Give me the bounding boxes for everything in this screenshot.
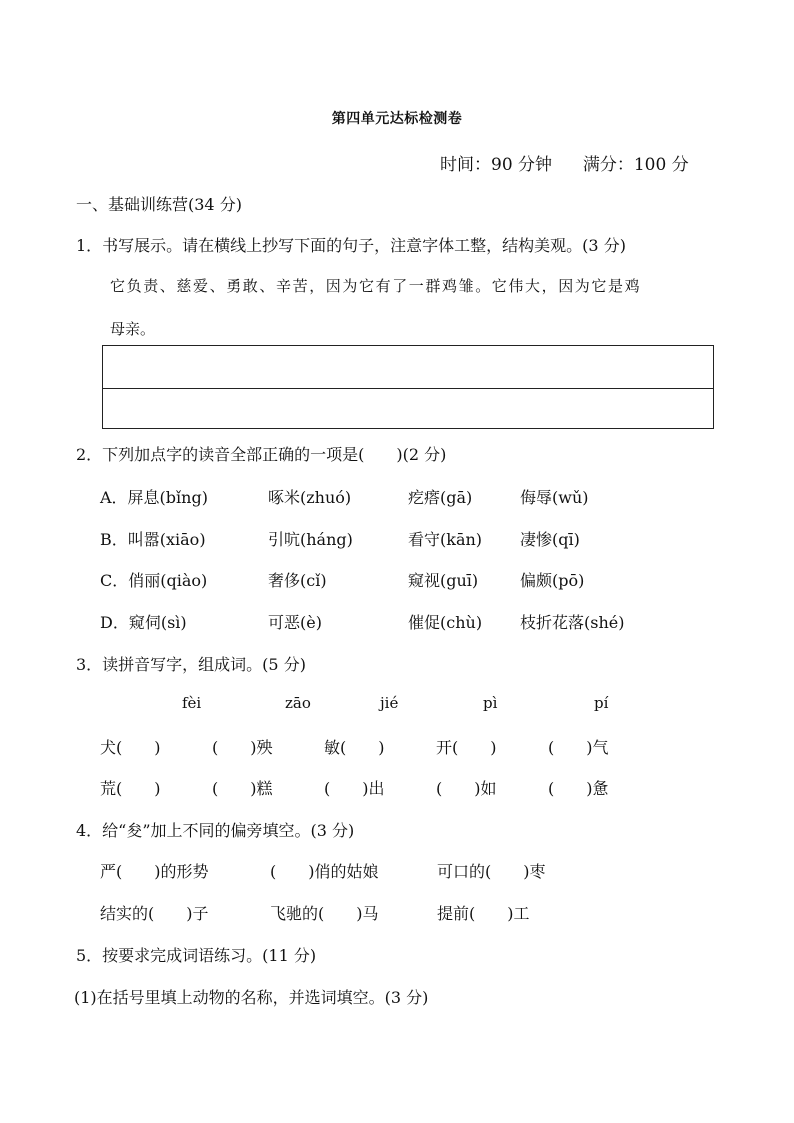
q3-pinyin-2: zāo	[285, 694, 311, 712]
q2-option-c-word4: 偏颇(pō)	[520, 571, 585, 590]
q2-option-c-word2: 奢侈(cǐ)	[268, 571, 327, 590]
q2-option-d-word4: 枝折花落(shé)	[520, 613, 625, 632]
q2-option-a-word1[interactable]: A．屏息(bǐng)	[100, 488, 208, 507]
q3-blank-r1-5[interactable]: ( )气	[548, 738, 609, 757]
q3-blank-r2-2[interactable]: ( )糕	[212, 779, 273, 798]
q1-writing-rule	[103, 388, 713, 389]
q3-pinyin-1: fèi	[182, 694, 202, 712]
q1-writing-box[interactable]	[102, 345, 714, 429]
q2-option-b-word1[interactable]: B．叫嚣(xiāo)	[100, 530, 206, 549]
q3-blank-r1-2[interactable]: ( )殃	[212, 738, 273, 757]
q2-option-a-word3: 疙瘩(gā)	[408, 488, 473, 507]
q3-blank-r2-4[interactable]: ( )如	[436, 779, 497, 798]
q4-blank-r1-1[interactable]: 严( )的形势	[100, 862, 209, 881]
full-score: 满分：100 分	[582, 155, 689, 175]
q1-sentence-line1: 它负责、慈爱、勇敢、辛苦，因为它有了一群鸡雏。它伟大，因为它是鸡	[110, 277, 642, 295]
q4-blank-r2-1[interactable]: 结实的( )子	[100, 904, 209, 923]
q3-blank-r2-1[interactable]: 荒( )	[100, 779, 161, 798]
exam-meta	[440, 150, 689, 175]
q4-prompt: 4．给“夋”加上不同的偏旁填空。(3 分)	[76, 821, 355, 840]
section-heading: 一、基础训练营(34 分)	[76, 195, 242, 214]
q3-pinyin-5: pí	[594, 694, 609, 712]
q3-blank-r2-3[interactable]: ( )出	[324, 779, 385, 798]
q4-blank-r1-3[interactable]: 可口的( )枣	[437, 862, 546, 881]
q2-option-a-word4: 侮辱(wǔ)	[520, 488, 589, 507]
q2-option-d-word2: 可恶(è)	[268, 613, 322, 632]
q2-prompt: 2．下列加点字的读音全部正确的一项是( )(2 分)	[76, 445, 447, 464]
time-limit: 时间：90 分钟	[440, 155, 553, 175]
q4-blank-r2-2[interactable]: 飞驰的( )马	[270, 904, 379, 923]
q2-option-b-word2: 引吭(háng)	[268, 530, 353, 549]
q5-sub1-prompt: (1)在括号里填上动物的名称，并选词填空。(3 分)	[74, 988, 429, 1007]
q2-option-b-word3: 看守(kān)	[408, 530, 483, 549]
q2-option-d-word3: 催促(chù)	[408, 613, 483, 632]
q2-option-a-word2: 啄米(zhuó)	[268, 488, 352, 507]
q3-blank-r2-5[interactable]: ( )惫	[548, 779, 609, 798]
q4-blank-r2-3[interactable]: 提前( )工	[437, 904, 530, 923]
q1-prompt: 1．书写展示。请在横线上抄写下面的句子，注意字体工整，结构美观。(3 分)	[76, 236, 626, 255]
q3-pinyin-4: pì	[483, 694, 498, 712]
q3-blank-r1-4[interactable]: 开( )	[436, 738, 497, 757]
q2-option-c-word1[interactable]: C．俏丽(qiào)	[100, 571, 208, 590]
q2-option-d-word1[interactable]: D．窥伺(sì)	[100, 613, 187, 632]
q4-blank-r1-2[interactable]: ( )俏的姑娘	[270, 862, 379, 881]
q3-blank-r1-3[interactable]: 敏( )	[324, 738, 385, 757]
q3-prompt: 3．读拼音写字，组成词。(5 分)	[76, 655, 306, 674]
page-title: 第四单元达标检测卷	[331, 111, 463, 127]
q5-prompt: 5．按要求完成词语练习。(11 分)	[76, 946, 317, 965]
q2-option-b-word4: 凄惨(qī)	[520, 530, 580, 549]
q3-blank-r1-1[interactable]: 犬( )	[100, 738, 161, 757]
q2-option-c-word3: 窥视(guī)	[408, 571, 479, 590]
q1-sentence-line2: 母亲。	[110, 320, 156, 338]
q3-pinyin-3: jié	[380, 694, 399, 712]
